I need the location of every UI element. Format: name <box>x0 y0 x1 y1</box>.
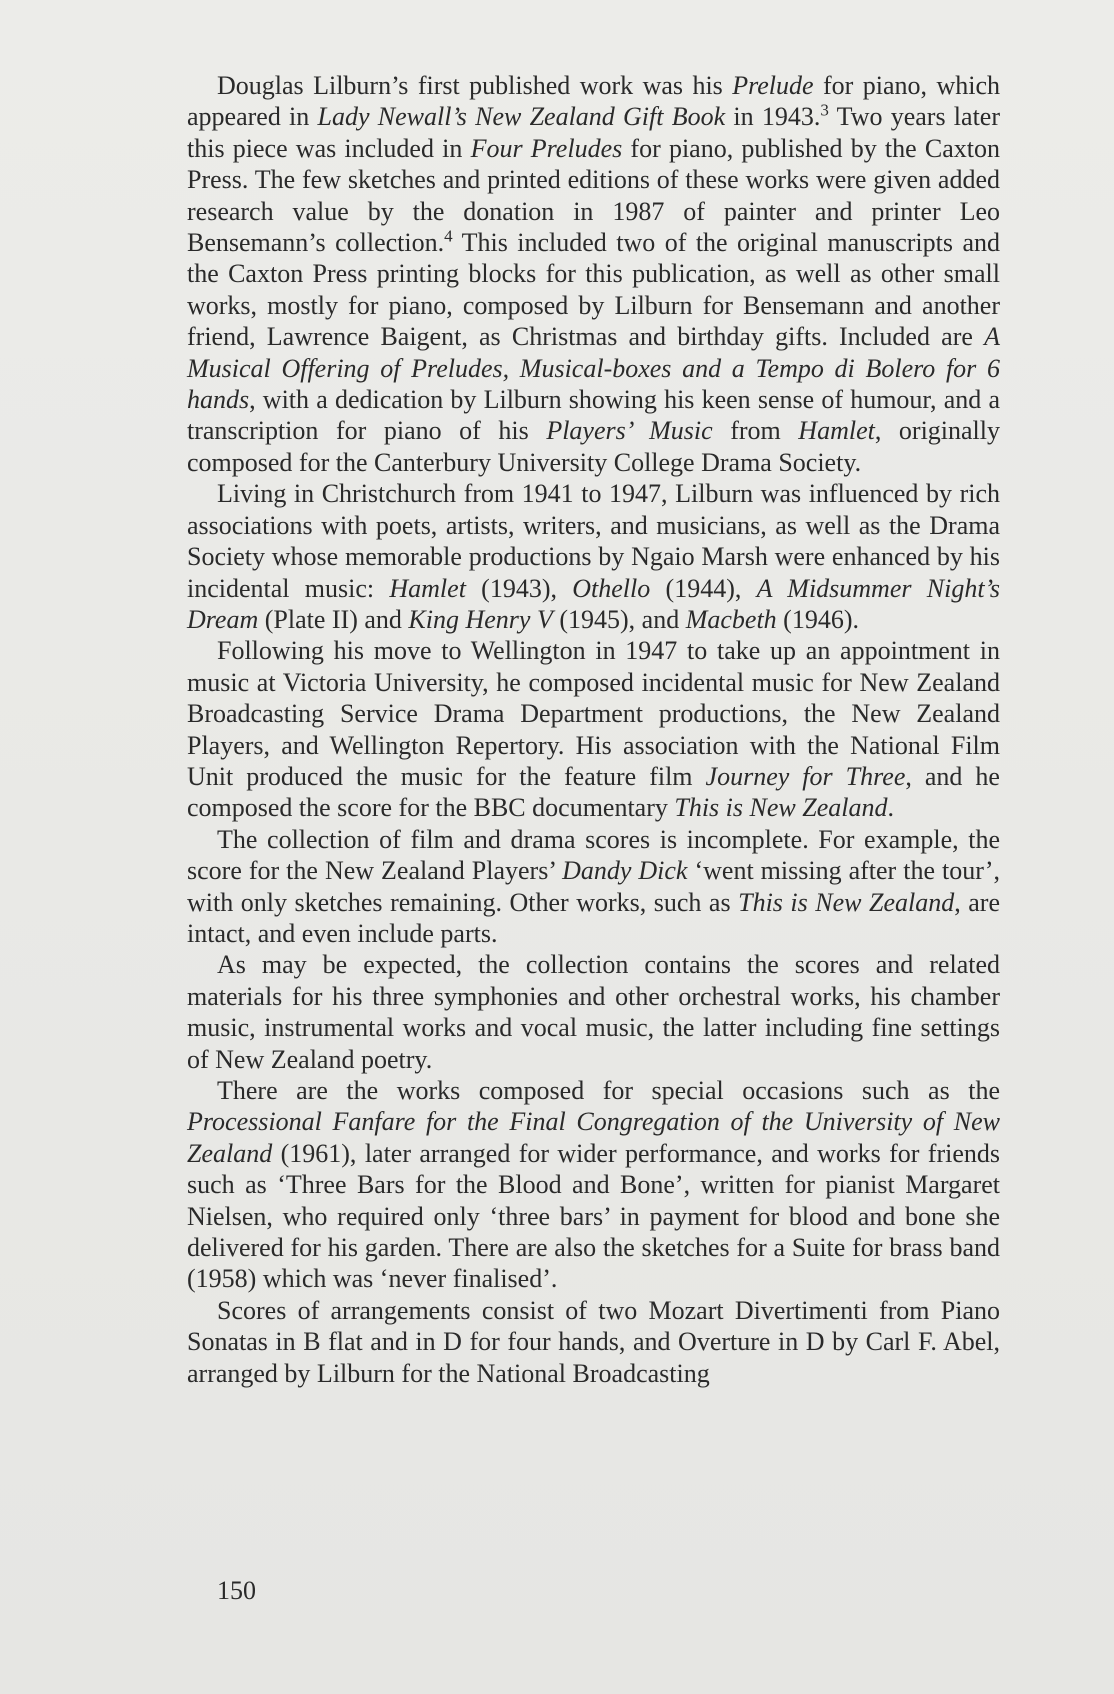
italic-title: Players’ Music <box>546 416 713 446</box>
paragraph <box>187 478 1000 635</box>
text-run: Two years later this piece was included in <box>187 102 1000 163</box>
text-run: , with a dedication by Lilburn showing his keen sense of humour, and a transcription for piano of his <box>187 385 1000 446</box>
text-run: from <box>712 416 799 446</box>
paragraph <box>187 635 1000 823</box>
italic-title: Prelude <box>732 71 814 100</box>
text-run: (1946). <box>776 604 859 634</box>
footnote-ref: 3 <box>820 100 829 120</box>
paragraph <box>187 949 1000 1075</box>
text-run: There are the works composed for special occasions such as the <box>217 1076 1000 1105</box>
text-run: As may be expected, the collection contains the scores and related materials for his three symphonies and other orchestral works, his chamber music, instrumental works and vocal music, the latter including fine settings of New Zealand poetry. <box>187 950 1000 1074</box>
text-run: for piano, published by the Caxton Press. The few sketches and printed editions of these works were given added research value by the donation in 1987 of painter and printer Leo Bensemann’s collection. <box>187 133 1000 258</box>
italic-title: Hamlet <box>798 416 875 446</box>
paragraph <box>187 824 1000 950</box>
text-run: (1943), <box>465 573 573 603</box>
text-run: (1961), later arranged for wider performance, and works for friends such as ‘Three Bars for the Blood and Bone’, written for pianist Margaret Nielsen, who required only ‘three bars’ in payment for blood and bone she delivered for his garden. There are also the sketches for a Suite for brass band (1958) which was ‘never finalised’. <box>187 1138 1000 1294</box>
italic-title: Lady Newall’s New Zealand Gift Book <box>317 102 726 132</box>
italic-title: A Midsummer Night’s Dream <box>187 573 1000 634</box>
italic-title: Journey for Three <box>705 761 906 791</box>
italic-title: Othello <box>572 573 651 603</box>
text-run: , originally composed for the Canterbury University College Drama Society. <box>187 416 1000 477</box>
text-run: , and he composed the score for the BBC documentary <box>187 761 1000 823</box>
text-run: for piano, which appeared in <box>187 71 1001 132</box>
italic-title: Macbeth <box>685 604 777 634</box>
body-text <box>187 70 1000 1389</box>
italic-title: Hamlet <box>389 573 466 603</box>
italic-title: This is New Zealand <box>674 793 888 823</box>
text-run: Douglas Lilburn’s first published work was his <box>217 71 733 100</box>
text-run: Following his move to Wellington in 1947 to take up an appointment in music at Victoria University, he composed incidental music for New Zealand Broadcasting Service Drama Department productions, the New Zealand Players, and Wellington Repertory. His association with the National Film Unit produced the music for the feature film <box>187 636 1000 791</box>
paragraph <box>187 1075 1000 1295</box>
page-number: 150 <box>217 1576 256 1605</box>
text-run: , are intact, and even include parts. <box>187 887 1000 948</box>
italic-title: Four Preludes <box>470 133 623 163</box>
italic-title: Processional Fanfare for the Final Congregation of the University of New Zealand <box>187 1107 1000 1168</box>
paragraph <box>187 1295 1000 1389</box>
italic-title: King Henry V <box>408 604 553 634</box>
text-run: Scores of arrangements consist of two Mozart Divertimenti from Piano Sonatas in B flat and in D for four hands, and Overture in D by Carl F. Abel, arranged by Lilburn for the National Broadcasting <box>187 1295 1000 1388</box>
text-run: . <box>887 793 894 823</box>
text-run: ‘went missing after the tour’, with only sketches remaining. Other works, such as <box>187 856 1000 917</box>
text-run: (1945), and <box>552 604 686 634</box>
text-run: Living in Christchurch from 1941 to 1947, Lilburn was influenced by rich associations with poets, artists, writers, and musicians, as well as the Drama Society whose memorable productions by Ngaio Marsh were enhanced by his incidental music: <box>187 479 1000 603</box>
italic-title: This is New Zealand <box>738 887 955 917</box>
text-run: The collection of film and drama scores is incomplete. For example, the score for the New Zealand Players’ <box>187 824 1000 886</box>
text-run: (Plate II) and <box>258 604 409 634</box>
footnote-ref: 4 <box>444 226 453 246</box>
text-run: (1944), <box>650 573 757 603</box>
text-run: in 1943. <box>725 102 821 132</box>
italic-title: Dandy Dick <box>562 856 688 886</box>
italic-title: A Musical Offering of Preludes, Musical-boxes and a Tempo di Bolero for 6 hands <box>187 322 1000 415</box>
text-run: This included two of the original manuscripts and the Caxton Press printing blocks for this publication, as well as other small works, mostly for piano, composed by Lilburn for Bensemann and another friend, Lawrence Baigent, as Christmas and birthday gifts. Included are <box>187 228 1000 352</box>
paragraph <box>187 70 1000 478</box>
